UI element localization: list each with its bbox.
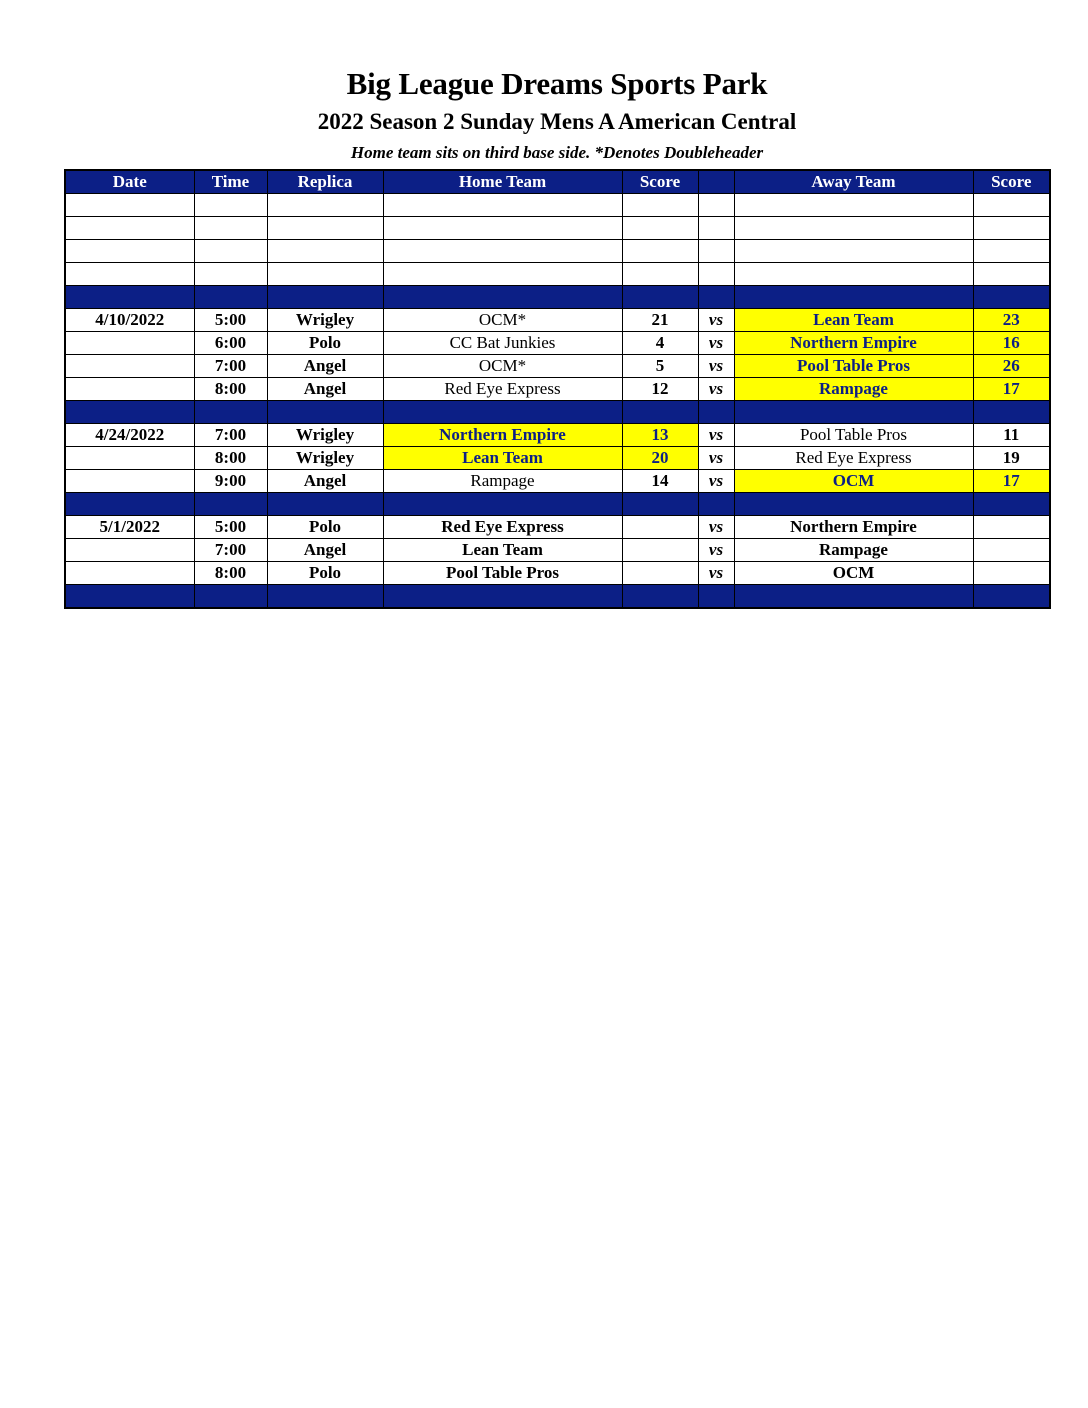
blank-cell [973, 240, 1050, 263]
separator-cell [698, 585, 734, 609]
game-field: Polo [267, 332, 383, 355]
blank-cell [622, 263, 698, 286]
versus-label: vs [698, 424, 734, 447]
game-time: 9:00 [194, 470, 267, 493]
separator-cell [698, 286, 734, 309]
table-row [65, 332, 1050, 355]
separator-cell [973, 493, 1050, 516]
game-field: Wrigley [267, 447, 383, 470]
away-team: Pool Table Pros [734, 424, 973, 447]
away-team: Northern Empire [734, 332, 973, 355]
game-field: Polo [267, 562, 383, 585]
versus-label: vs [698, 470, 734, 493]
separator-cell [267, 493, 383, 516]
column-header-date: Date [65, 170, 194, 194]
separator-cell [194, 585, 267, 609]
versus-label: vs [698, 309, 734, 332]
blank-row [65, 263, 1050, 286]
home-team: Rampage [383, 470, 622, 493]
game-date [65, 378, 194, 401]
game-time: 8:00 [194, 378, 267, 401]
away-team: Lean Team [734, 309, 973, 332]
game-date [65, 447, 194, 470]
game-time: 7:00 [194, 539, 267, 562]
home-team: OCM* [383, 355, 622, 378]
game-date [65, 562, 194, 585]
home-team: Pool Table Pros [383, 562, 622, 585]
blank-cell [622, 217, 698, 240]
game-date [65, 332, 194, 355]
separator-cell [267, 585, 383, 609]
away-score: 26 [973, 355, 1050, 378]
table-row [65, 378, 1050, 401]
week-separator-row [65, 585, 1050, 609]
table-row [65, 470, 1050, 493]
separator-cell [622, 585, 698, 609]
versus-label: vs [698, 447, 734, 470]
home-score: 12 [622, 378, 698, 401]
game-field: Wrigley [267, 309, 383, 332]
blank-cell [698, 217, 734, 240]
away-score [973, 562, 1050, 585]
separator-cell [65, 585, 194, 609]
home-team: Red Eye Express [383, 378, 622, 401]
game-field: Polo [267, 516, 383, 539]
week-separator-row [65, 493, 1050, 516]
game-field: Angel [267, 539, 383, 562]
table-header-row [65, 170, 1050, 194]
separator-cell [383, 286, 622, 309]
away-team: Pool Table Pros [734, 355, 973, 378]
blank-cell [734, 263, 973, 286]
away-score: 17 [973, 470, 1050, 493]
table-row [65, 539, 1050, 562]
separator-cell [734, 286, 973, 309]
column-header-vs [698, 170, 734, 194]
separator-cell [383, 401, 622, 424]
blank-cell [65, 194, 194, 217]
home-score: 13 [622, 424, 698, 447]
separator-cell [194, 401, 267, 424]
game-field: Wrigley [267, 424, 383, 447]
versus-label: vs [698, 539, 734, 562]
blank-row [65, 194, 1050, 217]
separator-cell [698, 401, 734, 424]
blank-cell [267, 217, 383, 240]
game-time: 8:00 [194, 447, 267, 470]
separator-cell [622, 493, 698, 516]
page-title: Big League Dreams Sports Park [346, 66, 768, 101]
separator-cell [65, 493, 194, 516]
separator-cell [194, 286, 267, 309]
blank-cell [734, 194, 973, 217]
game-date: 5/1/2022 [65, 516, 194, 539]
away-team: OCM [734, 562, 973, 585]
column-header-time: Time [194, 170, 267, 194]
home-score [622, 562, 698, 585]
home-team: OCM* [383, 309, 622, 332]
away-score: 23 [973, 309, 1050, 332]
game-time: 6:00 [194, 332, 267, 355]
blank-cell [698, 194, 734, 217]
game-date [65, 355, 194, 378]
away-score [973, 539, 1050, 562]
blank-cell [65, 240, 194, 263]
blank-cell [383, 217, 622, 240]
game-field: Angel [267, 378, 383, 401]
blank-cell [194, 194, 267, 217]
table-row [65, 562, 1050, 585]
separator-cell [734, 401, 973, 424]
game-date [65, 470, 194, 493]
column-header-home-team: Home Team [383, 170, 622, 194]
blank-cell [698, 240, 734, 263]
game-time: 7:00 [194, 355, 267, 378]
blank-cell [973, 263, 1050, 286]
column-header-away-team: Away Team [734, 170, 973, 194]
schedule-table [64, 169, 1051, 609]
separator-cell [734, 585, 973, 609]
separator-cell [973, 286, 1050, 309]
page-subtitle: 2022 Season 2 Sunday Mens A American Central [317, 109, 797, 134]
blank-cell [973, 194, 1050, 217]
away-team: OCM [734, 470, 973, 493]
table-row [65, 424, 1050, 447]
game-time: 7:00 [194, 424, 267, 447]
away-score: 17 [973, 378, 1050, 401]
separator-cell [698, 493, 734, 516]
table-row [65, 309, 1050, 332]
blank-cell [65, 217, 194, 240]
away-team: Rampage [734, 378, 973, 401]
column-header-replica: Replica [267, 170, 383, 194]
home-score [622, 516, 698, 539]
home-team: Red Eye Express [383, 516, 622, 539]
away-team: Northern Empire [734, 516, 973, 539]
blank-cell [383, 263, 622, 286]
blank-cell [65, 263, 194, 286]
versus-label: vs [698, 378, 734, 401]
away-team: Red Eye Express [734, 447, 973, 470]
game-date: 4/24/2022 [65, 424, 194, 447]
separator-cell [267, 286, 383, 309]
separator-cell [65, 401, 194, 424]
table-row [65, 355, 1050, 378]
away-score: 19 [973, 447, 1050, 470]
separator-cell [973, 585, 1050, 609]
blank-cell [622, 240, 698, 263]
blank-cell [734, 240, 973, 263]
blank-cell [194, 263, 267, 286]
blank-cell [622, 194, 698, 217]
blank-cell [267, 263, 383, 286]
versus-label: vs [698, 355, 734, 378]
home-score: 14 [622, 470, 698, 493]
game-date: 4/10/2022 [65, 309, 194, 332]
week-separator-row [65, 286, 1050, 309]
home-score: 4 [622, 332, 698, 355]
separator-cell [622, 401, 698, 424]
week-separator-row [65, 401, 1050, 424]
home-score: 21 [622, 309, 698, 332]
blank-cell [698, 263, 734, 286]
schedule-body [65, 194, 1050, 609]
game-time: 8:00 [194, 562, 267, 585]
home-score: 5 [622, 355, 698, 378]
blank-cell [267, 240, 383, 263]
separator-cell [65, 286, 194, 309]
blank-cell [194, 217, 267, 240]
column-header-away-score: Score [973, 170, 1050, 194]
blank-cell [194, 240, 267, 263]
home-team: Northern Empire [383, 424, 622, 447]
game-time: 5:00 [194, 516, 267, 539]
home-score: 20 [622, 447, 698, 470]
separator-cell [267, 401, 383, 424]
game-date [65, 539, 194, 562]
separator-cell [383, 585, 622, 609]
blank-cell [973, 217, 1050, 240]
away-score: 16 [973, 332, 1050, 355]
game-time: 5:00 [194, 309, 267, 332]
table-row [65, 516, 1050, 539]
away-score [973, 516, 1050, 539]
away-score: 11 [973, 424, 1050, 447]
home-team: Lean Team [383, 539, 622, 562]
separator-cell [973, 401, 1050, 424]
column-header-home-score: Score [622, 170, 698, 194]
schedule-note: Home team sits on third base side. *Denotes Doubleheader [350, 143, 764, 162]
game-field: Angel [267, 470, 383, 493]
home-score [622, 539, 698, 562]
separator-cell [622, 286, 698, 309]
versus-label: vs [698, 332, 734, 355]
home-team: CC Bat Junkies [383, 332, 622, 355]
blank-cell [734, 217, 973, 240]
blank-cell [267, 194, 383, 217]
separator-cell [194, 493, 267, 516]
table-row [65, 447, 1050, 470]
versus-label: vs [698, 516, 734, 539]
versus-label: vs [698, 562, 734, 585]
blank-row [65, 217, 1050, 240]
blank-cell [383, 194, 622, 217]
home-team: Lean Team [383, 447, 622, 470]
away-team: Rampage [734, 539, 973, 562]
blank-row [65, 240, 1050, 263]
game-field: Angel [267, 355, 383, 378]
separator-cell [734, 493, 973, 516]
blank-cell [383, 240, 622, 263]
separator-cell [383, 493, 622, 516]
